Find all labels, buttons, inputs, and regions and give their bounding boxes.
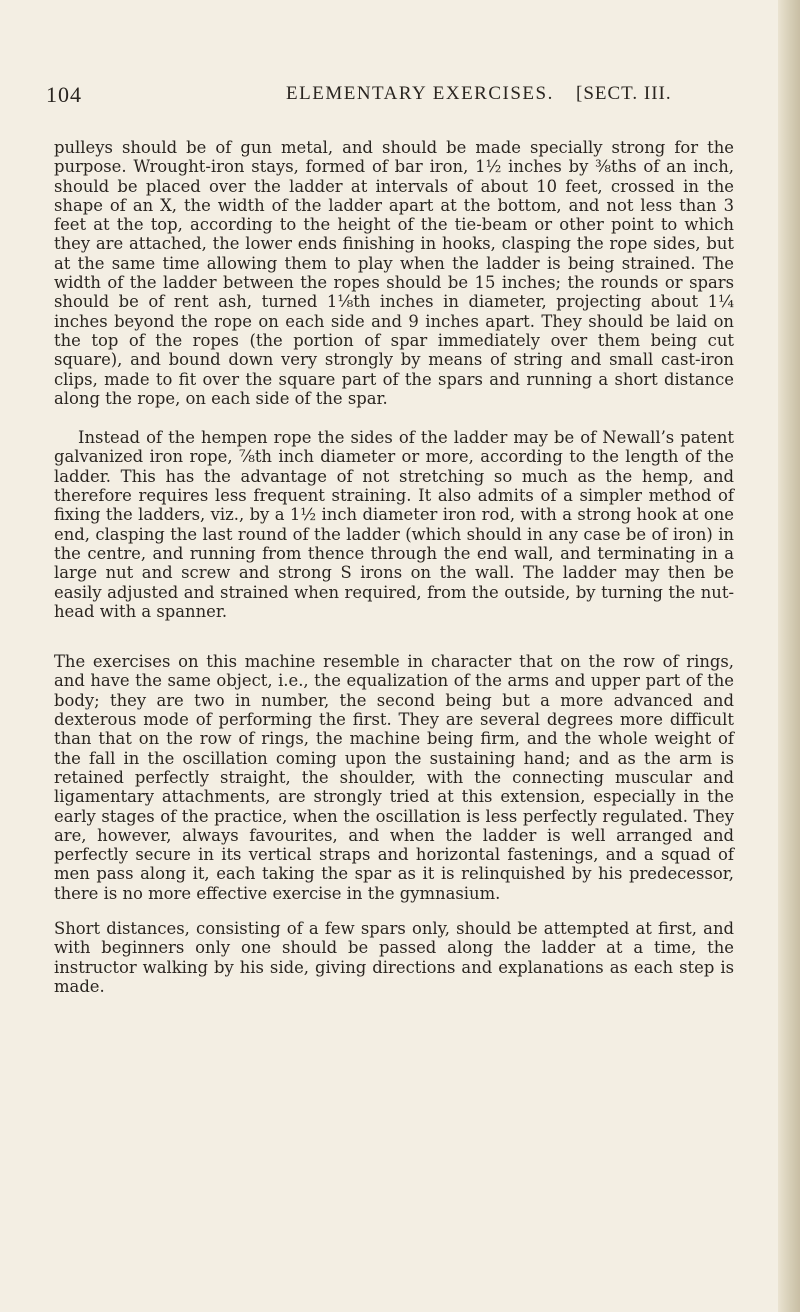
- section-reference: [SECT. III.: [576, 83, 672, 104]
- paragraph: The exercises on this machine resemble in character that on the row of rings, and have the same object, i.e., the equalization of the arms and upper part of the body; they are two in number, the second being but a more advanced and dexterous mode of performing the first. They are several degrees more difficult than that on the row of rings, the machine being firm, and the whole weight of the fall in the oscillation coming upon the sustaining hand; and as the arm is retained perfectly straight, the shoulder, with the connecting muscular and ligamentary attachments, are strongly tried at this extension, especially in the early stages of the practice, when the oscillation is less perfectly regulated. They are, however, always favourites, and when the ladder is well arranged and perfectly secure in its vertical straps and horizontal fastenings, and a squad of men pass along it, each taking the spar as it is relinquished by his predecessor, there is no more effective exercise in the gymnasium.: [54, 652, 734, 903]
- paragraph: pulleys should be of gun metal, and should be made specially strong for the purpose. Wrought-iron stays, formed of bar iron, 1½ inches by ⅜ths of an inch, should be placed over the ladder at intervals of about 10 feet, crossed in the shape of an X, the width of the ladder apart at the bottom, and not less than 3 feet at the top, according to the height of the tie-beam or other point to which they are attached, the lower ends finishing in hooks, clasping the rope sides, but at the same time allowing them to play when the ladder is being strained. The width of the ladder between the ropes should be 15 inches; the rounds or spars should be of rent ash, turned 1⅛th inches in diameter, projecting about 1¼ inches beyond the rope on each side and 9 inches apart. They should be laid on the top of the ropes (the portion of spar immediately over them being cut square), and bound down very strongly by means of string and small cast-iron clips, made to fit over the square part of the spars and running a short distance along the rope, on each side of the spar.: [54, 138, 734, 408]
- page-number: 104: [46, 82, 82, 107]
- paragraph: Instead of the hempen rope the sides of the ladder may be of Newall’s patent galvanized iron rope, ⅞th inch diameter or more, according to the length of the ladder. This has the advantage of not stretching so much as the hemp, and therefore requires less frequent straining. It also admits of a simpler method of fixing the ladders, viz., by a 1½ inch diameter iron rod, with a strong hook at one end, clasping the last round of the ladder (which should in any case be of iron) in the centre, and running from thence through the end wall, and terminating in a large nut and screw and strong S irons on the wall. The ladder may then be easily adjusted and strained when required, from the outside, by turning the nut-head with a spanner.: [54, 428, 734, 621]
- running-title: ELEMENTARY EXERCISES.: [286, 83, 554, 104]
- body-text: [54, 138, 734, 996]
- page-edge-shadow: [778, 0, 800, 1312]
- page-header: [46, 82, 746, 112]
- paragraph: Short distances, consisting of a few spars only, should be attempted at first, and with beginners only one should be passed along the ladder at a time, the instructor walking by his side, giving directions and explanations as each step is made.: [54, 918, 734, 996]
